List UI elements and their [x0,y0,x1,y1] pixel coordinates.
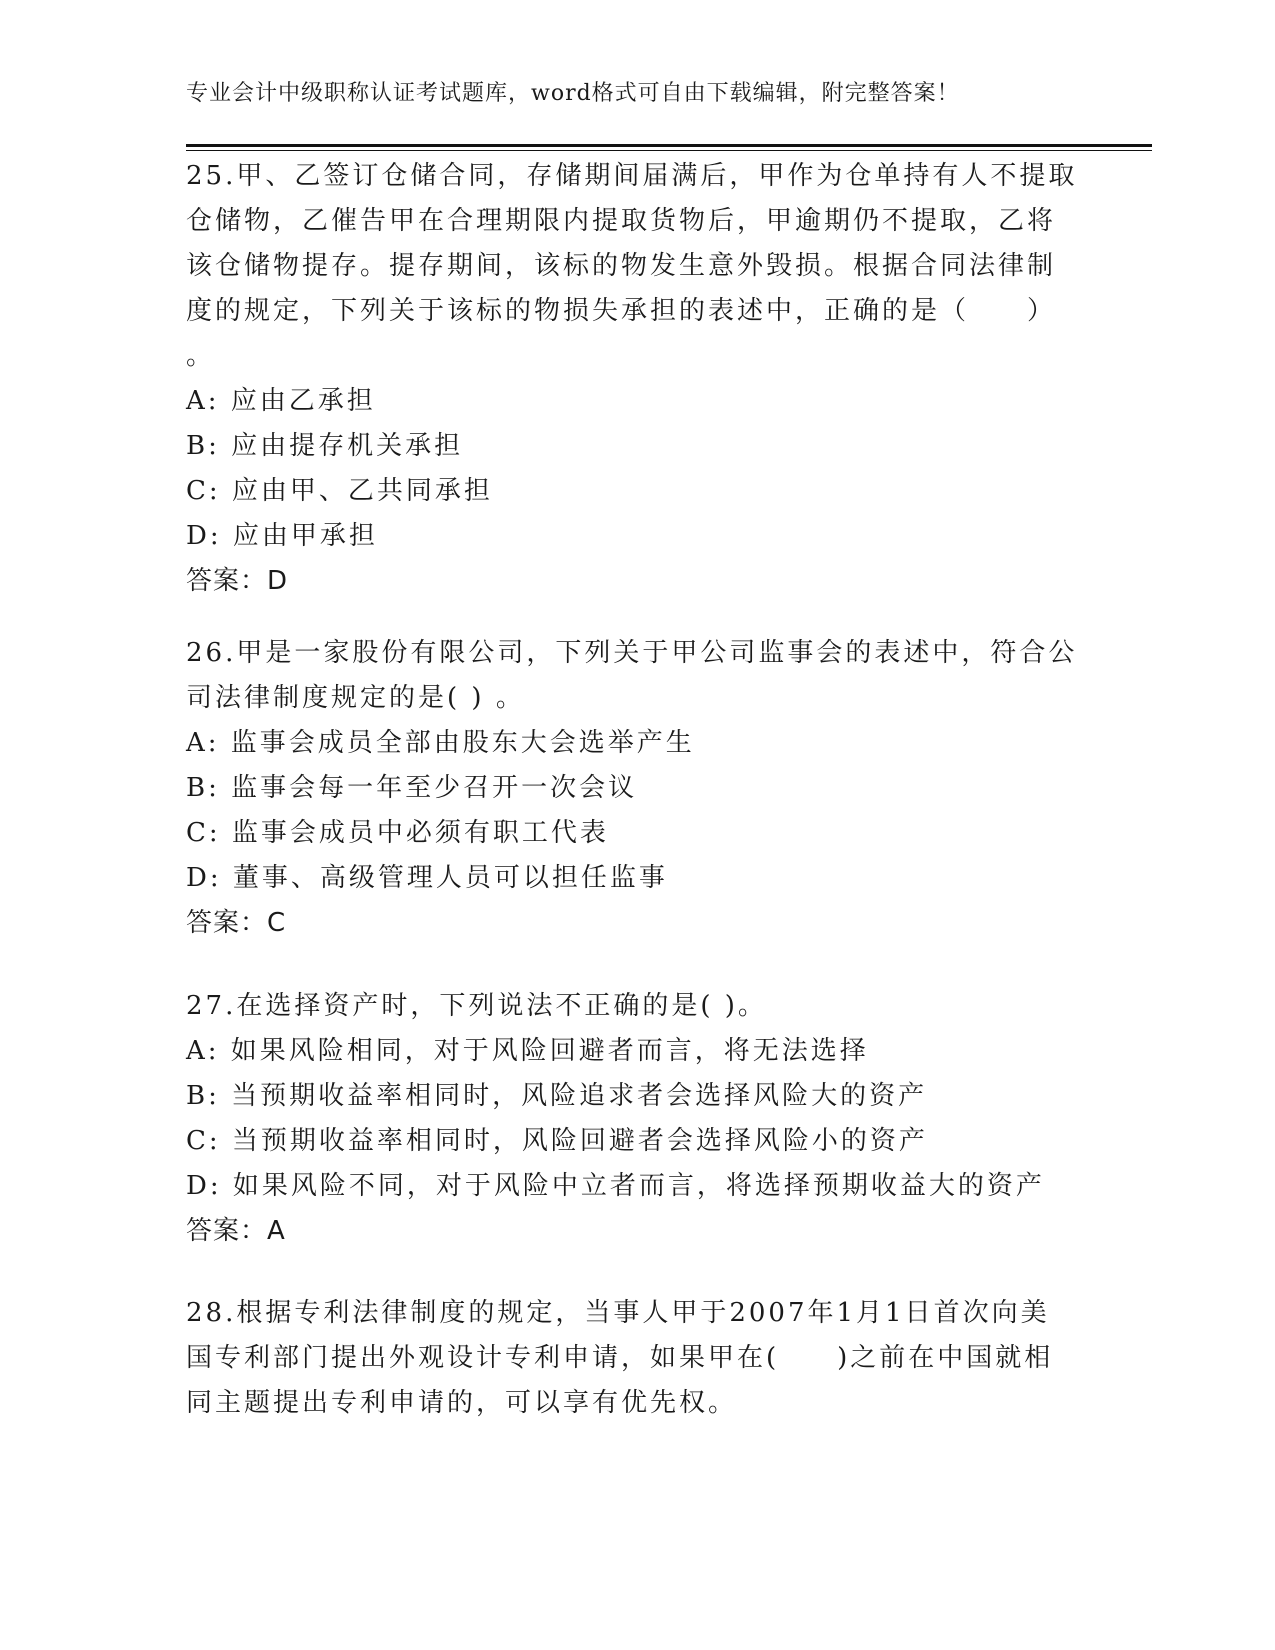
option-c: C: 当预期收益率相同时，风险回避者会选择风险小的资产 [186,1126,928,1156]
option-a: A: 应由乙承担 [186,386,376,416]
option-a: A: 监事会成员全部由股东大会选举产生 [186,728,695,758]
option-c: C: 应由甲、乙共同承担 [186,476,493,506]
option-a: A: 如果风险相同，对于风险回避者而言，将无法选择 [186,1036,869,1066]
option-d: D: 董事、高级管理人员可以担任监事 [186,863,668,893]
page-header: 专业会计中级职称认证考试题库，word格式可自由下载编辑，附完整答案！ [186,81,960,106]
question-27 [186,984,1086,1254]
option-b: B: 监事会每一年至少召开一次会议 [186,773,638,803]
option-d: D: 如果风险不同，对于风险中立者而言，将选择预期收益大的资产 [186,1171,1045,1201]
question-stem-line: 28.根据专利法律制度的规定，当事人甲于2007年1月1日首次向美 [186,1298,1050,1328]
answer: 答案：D [186,566,289,596]
question-stem-line: 25.甲、乙签订仓储合同，存储期间届满后，甲作为仓单持有人不提取 [186,161,1078,191]
question-stem-line: 27.在选择资产时，下列说法不正确的是( )。 [186,991,767,1021]
option-c: C: 监事会成员中必须有职工代表 [186,818,609,848]
question-stem-line: 司法律制度规定的是( ) 。 [186,683,525,713]
header-rule-thin [186,150,1152,151]
option-b: B: 当预期收益率相同时，风险追求者会选择风险大的资产 [186,1081,928,1111]
header-rule-thick [186,144,1152,147]
question-stem-line: 度的规定，下列关于该标的物损失承担的表述中，正确的是（ ） [186,296,1057,326]
question-stem-line: 仓储物，乙催告甲在合理期限内提取货物后，甲逾期仍不提取，乙将 [186,206,1057,236]
question-stem-line: 。 [186,341,213,371]
answer: 答案：A [186,1216,286,1246]
question-stem-line: 26.甲是一家股份有限公司，下列关于甲公司监事会的表述中，符合公 [186,638,1078,668]
question-stem-line: 该仓储物提存。提存期间，该标的物发生意外毁损。根据合同法律制 [186,251,1057,281]
question-25 [186,154,1086,604]
answer: 答案：C [186,908,287,938]
question-stem-line: 同主题提出专利申请的，可以享有优先权。 [186,1388,738,1418]
question-26 [186,631,1086,946]
question-28 [186,1291,1086,1426]
option-d: D: 应由甲承担 [186,521,378,551]
option-b: B: 应由提存机关承担 [186,431,464,461]
question-stem-line: 国专利部门提出外观设计专利申请，如果甲在( )之前在中国就相 [186,1343,1054,1373]
